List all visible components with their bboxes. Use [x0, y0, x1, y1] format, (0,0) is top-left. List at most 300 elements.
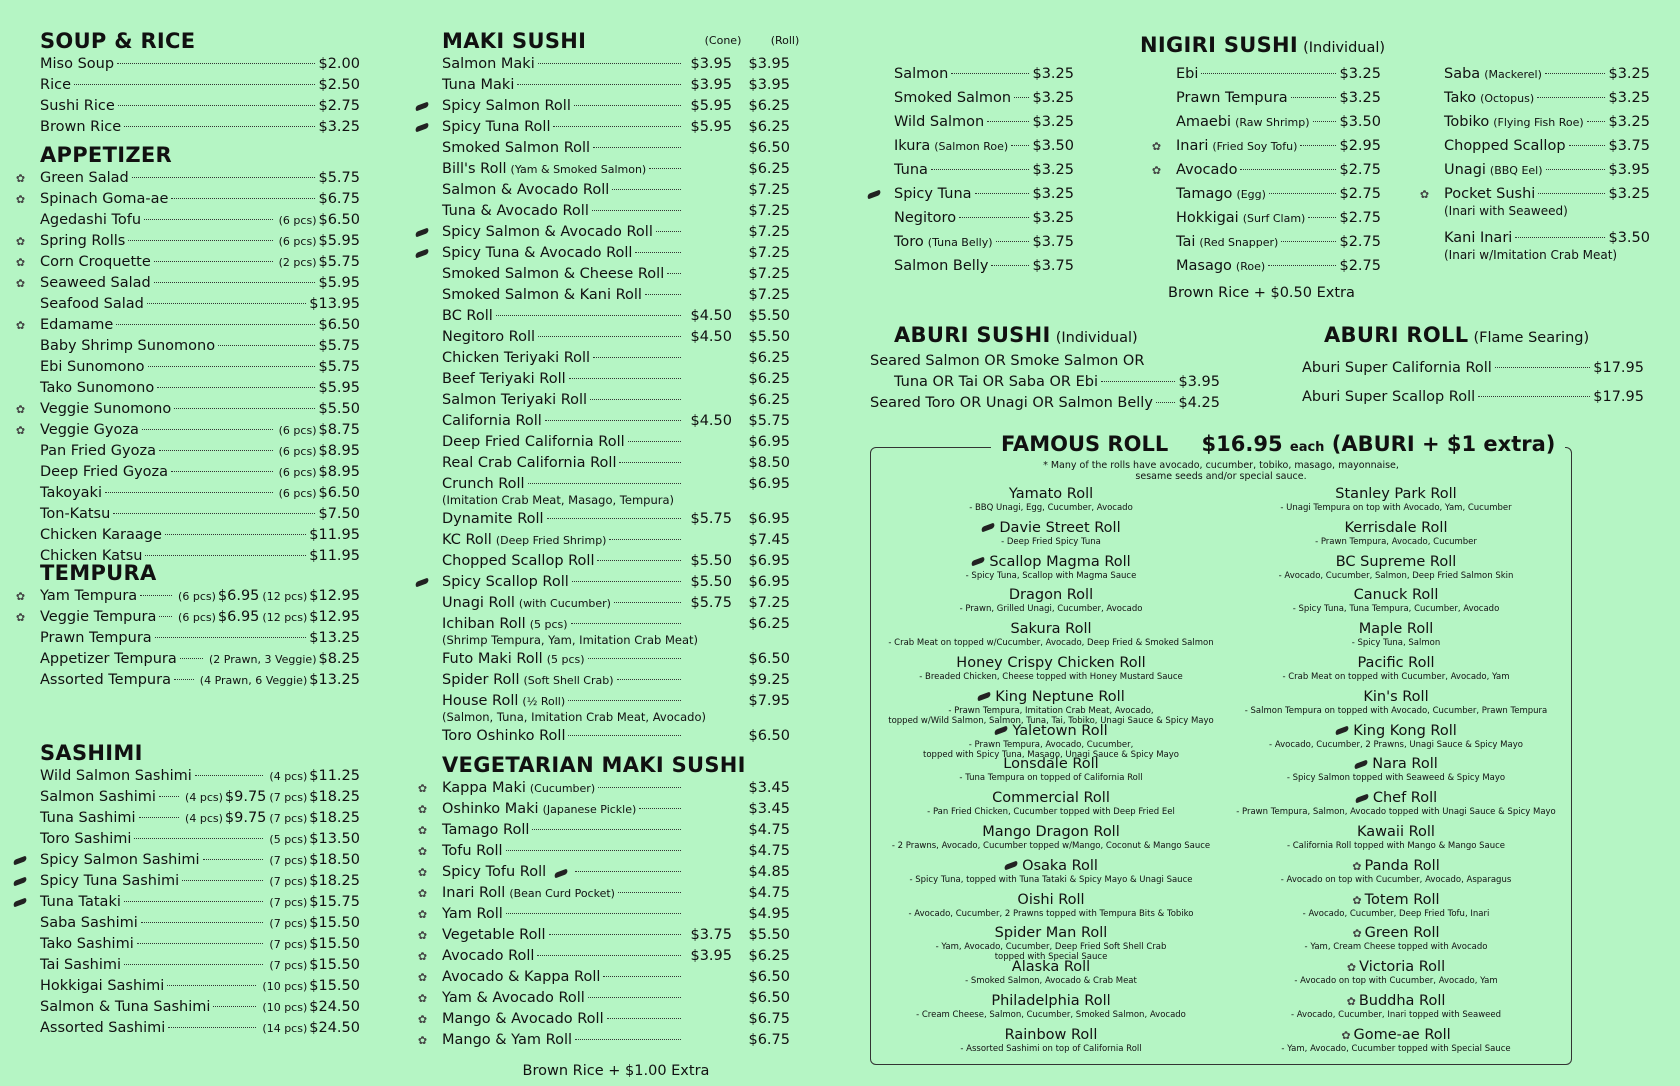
flower-icon: ✿: [15, 256, 26, 269]
menu-row: [894, 158, 1074, 182]
dot-leader: [141, 922, 264, 923]
tempura-title: TEMPURA: [40, 561, 157, 585]
famous-roll-desc: - Spicy Tuna, Tuna Tempura, Cucumber, Avocado: [1292, 604, 1500, 615]
item-price: $2.75: [1339, 186, 1381, 202]
dot-leader: [931, 169, 1030, 170]
item-description: (Inari with Seaweed): [1444, 204, 1568, 218]
famous-roll-name: Rainbow Roll: [1004, 1026, 1098, 1043]
dot-leader: [603, 976, 681, 977]
flower-icon: ✿: [417, 887, 428, 900]
veg-marker: [12, 586, 32, 607]
item-note: (Surf Clam): [1242, 212, 1306, 225]
item-name: Spider Roll: [442, 672, 520, 688]
item-name: Unagi: [1444, 162, 1486, 178]
famous-roll-name: Mango Dragon Roll: [982, 823, 1120, 840]
menu-row: [40, 441, 360, 462]
item-name: Rice: [40, 77, 71, 93]
famous-roll-desc: - Assorted Sashimi on top of California Roll: [960, 1043, 1142, 1054]
item-name: Smoked Salmon & Kani Roll: [442, 287, 642, 303]
item-price: $8.75: [318, 422, 360, 438]
item-name: Vegetable Roll: [442, 927, 546, 943]
aburi-roll-subtitle: (Flame Searing): [1473, 330, 1590, 346]
veg-marker: [414, 1030, 434, 1051]
menu-row: [442, 285, 790, 306]
item-qty: (10 pcs): [262, 980, 308, 993]
roll-price: $3.45: [748, 780, 790, 796]
roll-price: $5.50: [748, 308, 790, 324]
menu-row: [1444, 110, 1650, 134]
famous-roll-name-line: [886, 959, 1216, 976]
item-name: Chicken Karaage: [40, 527, 162, 543]
roll-price: $7.45: [748, 532, 790, 548]
item-note: (Octopus): [1480, 92, 1535, 105]
famous-roll-item: [886, 688, 1216, 726]
roll-price: $4.75: [748, 822, 790, 838]
roll-price: $4.85: [748, 864, 790, 880]
roll-header: (Roll): [770, 34, 800, 47]
item-price: $3.25: [1032, 210, 1074, 226]
menu-row: [40, 117, 360, 138]
item-description: (Inari w/Imitation Crab Meat): [1444, 248, 1618, 262]
item-price: $11.25: [309, 768, 360, 784]
item-price: $8.25: [318, 651, 360, 667]
famous-roll-name-line: [886, 892, 1216, 909]
item-name: Salmon & Tuna Sashimi: [40, 999, 211, 1015]
menu-row: [894, 230, 1074, 254]
item-name: Tai: [1176, 234, 1196, 250]
famous-roll-name: Alaska Roll: [1011, 959, 1091, 976]
item-note: (Cucumber): [529, 782, 596, 795]
menu-row: [417, 967, 790, 988]
dot-leader: [168, 1027, 256, 1028]
famous-roll-name: Dragon Roll: [1008, 587, 1094, 604]
cone-price: $4.50: [690, 329, 732, 345]
menu-row: [894, 206, 1074, 230]
item-price: $11.95: [309, 548, 360, 564]
menu-row: [40, 628, 360, 649]
menu-row: [40, 850, 360, 871]
cone-price: $3.75: [690, 927, 732, 943]
menu-row: [40, 54, 360, 75]
menu-row: [442, 264, 790, 285]
roll-price: $6.50: [748, 140, 790, 156]
roll-price: $3.95: [748, 56, 790, 72]
item-price: $3.25: [1032, 186, 1074, 202]
cone-price: $5.50: [690, 553, 732, 569]
famous-roll-item: [886, 520, 1216, 554]
nigiri-column-2: [1151, 62, 1381, 278]
veg-marker: [414, 1009, 434, 1030]
menu-row: [40, 1018, 360, 1039]
menu-row: [40, 787, 360, 808]
flower-icon: ✿: [417, 1034, 428, 1047]
item-qty: (4 pcs): [185, 791, 223, 804]
famous-roll-item: [886, 892, 1216, 926]
item-price: $12.95: [309, 609, 360, 625]
dot-leader: [174, 679, 194, 680]
item-price: $24.50: [309, 1020, 360, 1036]
dot-leader: [951, 73, 1029, 74]
item-name: Oshinko Maki: [442, 801, 539, 817]
famous-roll-name-line: [886, 858, 1216, 875]
famous-roll-name-line: [1231, 790, 1561, 807]
chili-pepper-icon: [415, 228, 430, 237]
famous-roll-aburi: (ABURI + $1 extra): [1331, 432, 1556, 456]
menu-row: [15, 607, 360, 628]
aburi-roll-title: ABURI ROLL: [1324, 323, 1469, 347]
flower-icon: ✿: [15, 235, 26, 248]
veg-marker: [12, 315, 32, 336]
menu-row: [1151, 134, 1381, 158]
roll-price: $6.50: [748, 728, 790, 744]
menu-row: [442, 649, 790, 670]
menu-row: [1176, 62, 1381, 86]
famous-roll-item: [1231, 892, 1561, 926]
famous-roll-desc: - Prawn Tempura, Avocado, Cucumber: [1315, 536, 1477, 547]
item-name: Spicy Salmon Roll: [442, 98, 571, 114]
chili-pepper-icon: [415, 123, 430, 132]
dot-leader: [635, 252, 681, 253]
item-name: Spicy Tuna: [894, 186, 972, 202]
famous-roll-item: [1231, 587, 1561, 621]
dot-leader: [959, 217, 1029, 218]
item-name: Kani Inari: [1444, 230, 1513, 246]
dot-leader: [572, 581, 681, 582]
menu-row: [40, 892, 360, 913]
menu-row: [40, 525, 360, 546]
famous-roll-item: [1231, 756, 1561, 790]
famous-roll-desc: - Avocado, Cucumber, Salmon, Deep Fried Salmon Skin: [1278, 570, 1514, 581]
famous-roll-name: Yamato Roll: [1008, 486, 1094, 502]
item-name: Tobiko: [1444, 114, 1490, 130]
item-price: $3.50: [1032, 138, 1074, 154]
famous-roll-name: Maple Roll: [1358, 621, 1434, 638]
famous-roll-item: [1231, 486, 1561, 520]
item-note: (Roe): [1235, 260, 1266, 273]
item-name: Crunch Roll: [442, 476, 525, 492]
dot-leader: [619, 462, 681, 463]
famous-roll-name-line: [1231, 520, 1561, 537]
dot-leader: [1291, 97, 1337, 98]
famous-roll-name: Scallop Magma Roll: [989, 553, 1131, 570]
famous-roll-name-line: [1231, 959, 1561, 976]
appetizer-title: APPETIZER: [40, 143, 172, 167]
famous-roll-name-line: [886, 486, 1216, 503]
dot-leader: [590, 399, 681, 400]
roll-price: $6.95: [748, 511, 790, 527]
item-name: Amaebi: [1176, 114, 1232, 130]
item-price: $6.50: [318, 485, 360, 501]
item-note: (5 pcs): [529, 618, 568, 631]
roll-price: $4.75: [748, 843, 790, 859]
dot-leader: [167, 985, 256, 986]
dot-leader: [537, 955, 681, 956]
famous-roll-desc: - Prawn, Grilled Unagi, Cucumber, Avocado: [959, 604, 1143, 615]
flower-icon: ✿: [417, 929, 428, 942]
aburi-line-3: Seared Toro OR Unagi OR Salmon Belly $4.25: [870, 395, 1220, 411]
chili-pepper-icon: [1335, 726, 1350, 735]
menu-row: [15, 399, 360, 420]
item-qty: (10 pcs): [262, 1001, 308, 1014]
menu-row: [1444, 134, 1650, 158]
menu-row: [15, 420, 360, 441]
dot-leader: [159, 796, 179, 797]
veg-marker: [12, 168, 32, 189]
cone-price: $5.95: [690, 98, 732, 114]
item-name: Spicy Salmon Sashimi: [40, 852, 200, 868]
item-price: $5.50: [318, 401, 360, 417]
item-name: Real Crab California Roll: [442, 455, 617, 471]
dot-leader: [569, 378, 681, 379]
menu-row: [894, 254, 1074, 278]
menu-row: [40, 75, 360, 96]
famous-roll-name-line: [1231, 587, 1561, 604]
veg-marker: [414, 799, 434, 820]
flower-icon: ✿: [417, 803, 428, 816]
famous-roll-name: Honey Crispy Chicken Roll: [956, 654, 1146, 671]
dot-leader: [1545, 73, 1606, 74]
aburi-line-2: Tuna OR Tai OR Saba OR Ebi $3.95: [894, 374, 1220, 390]
menu-row: [894, 62, 1074, 86]
dot-leader: [1281, 241, 1336, 242]
famous-roll-name-line: [886, 655, 1216, 672]
veg-maki-list: [417, 778, 790, 1051]
chili-pepper-icon: [13, 877, 28, 886]
item-name: Unagi Roll: [442, 595, 515, 611]
famous-roll-name-line: [886, 587, 1216, 604]
roll-price: $6.95: [748, 434, 790, 450]
famous-roll-desc-2: topped with Spicy Tuna, Masago, Unagi Sauce & Spicy Mayo: [923, 749, 1179, 760]
dot-leader: [571, 623, 681, 624]
item-price: $3.25: [1032, 114, 1074, 130]
menu-row: [442, 138, 790, 159]
spicy-marker: [414, 243, 434, 264]
dot-leader: [157, 387, 315, 388]
aburi-roll-list: [1302, 354, 1644, 412]
item-name: Spring Rolls: [40, 233, 126, 249]
item-name: Wild Salmon: [894, 114, 985, 130]
famous-roll-desc: - Spicy Tuna, Scallop with Magma Sauce: [965, 570, 1137, 581]
item-price: $11.95: [309, 527, 360, 543]
appetizer-list: [15, 168, 360, 567]
roll-price: $3.95: [748, 77, 790, 93]
item-name: BC Roll: [442, 308, 493, 324]
famous-roll-name-line: [1231, 892, 1561, 909]
flower-icon: ✿: [15, 424, 26, 437]
famous-roll-desc-2: topped w/Wild Salmon, Salmon, Tuna, Tai, Tobiko, Unagi Sauce & Spicy Mayo: [888, 715, 1214, 726]
item-name: Salmon Sashimi: [40, 789, 156, 805]
item-name: Assorted Tempura: [40, 672, 171, 688]
dot-leader: [618, 892, 681, 893]
item-qty-large: (12 pcs): [262, 611, 308, 624]
famous-roll-desc: - 2 Prawns, Avocado, Cucumber topped w/Mango, Coconut & Mango Sauce: [891, 840, 1211, 851]
menu-row: [894, 110, 1074, 134]
item-name: Tofu Roll: [442, 843, 503, 859]
flower-icon: ✿: [15, 193, 26, 206]
menu-row: [442, 614, 790, 635]
item-name: Seafood Salad: [40, 296, 144, 312]
dot-leader: [132, 177, 316, 178]
item-price: $3.25: [1339, 66, 1381, 82]
item-price: $3.50: [1339, 114, 1381, 130]
item-name: Smoked Salmon: [894, 90, 1012, 106]
dot-leader: [598, 787, 681, 788]
menu-row: [1176, 206, 1381, 230]
roll-price: $7.25: [748, 224, 790, 240]
dot-leader: [588, 658, 681, 659]
famous-roll-name: Kerrisdale Roll: [1344, 519, 1448, 536]
menu-row: [15, 315, 360, 336]
dot-leader: [575, 1039, 681, 1040]
dot-leader: [538, 63, 681, 64]
roll-price: $7.95: [748, 693, 790, 709]
item-price: $6.50: [318, 212, 360, 228]
item-name: Pan Fried Gyoza: [40, 443, 156, 459]
famous-roll-item: [1231, 858, 1561, 892]
menu-row: [40, 766, 360, 787]
dot-leader: [117, 63, 315, 64]
menu-row: [40, 504, 360, 525]
menu-row: [894, 134, 1074, 158]
aburi-sushi-text: [870, 350, 1220, 414]
item-qty: (6 pcs): [178, 590, 216, 603]
item-price: $2.75: [1339, 258, 1381, 274]
menu-row: [442, 327, 790, 348]
roll-price: $6.25: [748, 948, 790, 964]
roll-price: $7.25: [748, 182, 790, 198]
famous-roll-desc: - Prawn Tempura, Avocado, Cucumber,: [968, 739, 1134, 750]
menu-row: [442, 411, 790, 432]
item-name: Seaweed Salad: [40, 275, 151, 291]
menu-row: [15, 231, 360, 252]
item-name: Spicy Tofu Roll: [442, 864, 547, 880]
flower-icon: ✿: [1341, 1028, 1351, 1042]
famous-roll-item: [886, 587, 1216, 621]
item-qty: (5 pcs): [269, 833, 308, 846]
menu-row: [442, 509, 790, 530]
famous-roll-name-line: [886, 689, 1216, 706]
item-price: $3.95: [1608, 162, 1650, 178]
item-price: $13.95: [309, 296, 360, 312]
famous-roll-item: [886, 824, 1216, 858]
menu-row: [40, 462, 360, 483]
famous-roll-name-line: [1231, 621, 1561, 638]
famous-roll-desc: - California Roll topped with Mango & Mango Sauce: [1286, 840, 1506, 851]
spicy-marker: [12, 871, 32, 892]
menu-row: [417, 988, 790, 1009]
item-name: Spicy Tuna & Avocado Roll: [442, 245, 633, 261]
item-price: $24.50: [309, 999, 360, 1015]
chili-pepper-icon: [867, 190, 882, 199]
famous-roll-desc: - Avocado, Cucumber, 2 Prawns topped with Tempura Bits & Tobiko: [908, 908, 1194, 919]
item-name: Kappa Maki: [442, 780, 526, 796]
menu-row: [40, 976, 360, 997]
dot-leader: [171, 471, 273, 472]
nigiri-column-1: [894, 62, 1074, 278]
item-price: $15.50: [309, 915, 360, 931]
famous-roll-desc: - Yam, Avocado, Cucumber, Deep Fried Soft Shell Crab: [935, 942, 1167, 953]
item-price-small: $9.75: [224, 789, 267, 805]
item-name: Chopped Scallop Roll: [442, 553, 595, 569]
chili-pepper-icon: [1354, 760, 1369, 769]
item-price: $3.25: [1032, 66, 1074, 82]
cone-price: $4.50: [690, 413, 732, 429]
famous-roll-name-line: [886, 824, 1216, 841]
dot-leader: [667, 273, 681, 274]
dot-leader: [574, 105, 681, 106]
menu-row: [1302, 383, 1644, 412]
menu-row: [40, 670, 360, 691]
item-price: $6.75: [318, 191, 360, 207]
famous-roll-desc: - Prawn Tempura, Imitation Crab Meat, Avocado,: [948, 705, 1154, 716]
menu-row: [442, 243, 790, 264]
item-qty-large: (7 pcs): [269, 812, 308, 825]
cone-header: (Cone): [704, 34, 742, 47]
flower-icon: ✿: [1346, 961, 1357, 975]
cone-price: $3.95: [690, 56, 732, 72]
famous-roll-name: Panda Roll: [1364, 857, 1440, 874]
famous-roll-name-line: [886, 1027, 1216, 1044]
menu-row: [442, 159, 790, 180]
roll-price: $6.50: [748, 990, 790, 1006]
roll-price: $6.50: [748, 969, 790, 985]
chili-pepper-icon: [1354, 793, 1369, 802]
menu-row: [40, 808, 360, 829]
item-name: Tako: [1444, 90, 1477, 106]
chili-pepper-icon: [415, 249, 430, 258]
item-note: (Soft Shell Crab): [523, 674, 614, 687]
dot-leader: [1269, 193, 1337, 194]
item-price: $15.50: [309, 957, 360, 973]
flower-icon: ✿: [417, 1013, 428, 1026]
menu-row: [442, 453, 790, 474]
item-name: Spicy Salmon & Avocado Roll: [442, 224, 653, 240]
tempura-list: [15, 586, 360, 691]
item-name: Yam Tempura: [40, 588, 138, 604]
dot-leader: [1011, 145, 1029, 146]
dot-leader: [1201, 73, 1336, 74]
veg-marker: [414, 946, 434, 967]
spicy-marker: [414, 96, 434, 117]
famous-roll-name-line: [886, 621, 1216, 638]
item-qty-large: (7 pcs): [269, 791, 308, 804]
item-price: $5.95: [318, 380, 360, 396]
flower-icon: ✿: [417, 824, 428, 837]
menu-row: [417, 799, 790, 820]
item-name: Salmon & Avocado Roll: [442, 182, 610, 198]
item-name: Prawn Tempura: [1176, 90, 1288, 106]
item-name: Toro: [894, 234, 924, 250]
item-name: Inari Roll: [442, 885, 506, 901]
menu-row: [417, 1009, 790, 1030]
menu-row: [417, 778, 790, 799]
item-note: (BBQ Eel): [1489, 164, 1543, 177]
dot-leader: [182, 880, 263, 881]
dot-leader: [628, 441, 681, 442]
dot-leader: [74, 84, 315, 85]
item-name: Deep Fried Gyoza: [40, 464, 169, 480]
famous-roll-name: Davie Street Roll: [999, 519, 1121, 536]
menu-row: [417, 925, 790, 946]
item-description: (Salmon, Tuna, Imitation Crab Meat, Avocado): [442, 710, 706, 724]
item-price: $3.25: [1032, 162, 1074, 178]
dot-leader: [1268, 265, 1336, 266]
roll-price: $5.50: [748, 329, 790, 345]
item-note: (5 pcs): [546, 653, 585, 666]
famous-roll-name-line: [1231, 824, 1561, 841]
dot-leader: [597, 560, 681, 561]
item-price: $13.50: [309, 831, 360, 847]
